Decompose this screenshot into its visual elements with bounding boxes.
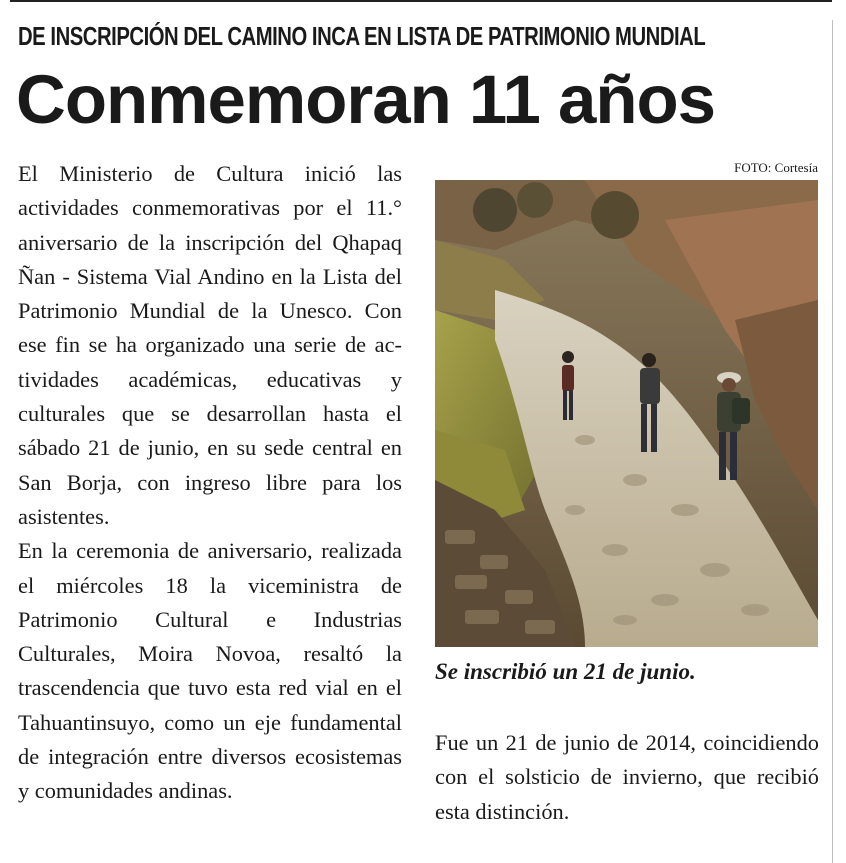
top-rule [10,0,832,2]
photo-caption: Se inscribió un 21 de junio. [435,659,696,684]
body-paragraph-3: Fue un 21 de junio de 2014, coincidiendo con el solsticio de invierno, que recibió esta distinción. [435,730,819,824]
column-divider [832,20,833,863]
inca-trail-hikers-illustration [435,180,818,647]
article-body-right-column [435,726,819,829]
body-paragraph-1: El Ministerio de Cultura inició las actividades conmemorativas por el 11.° aniversario de la inscripción del Qhapaq Ñan - Sistema Vial Andino en la Lista del Patrimonio Mundial de la Unesco. Con ese fin se ha organizado una serie de actividades académicas, educativas y culturales que se desarrollan hasta el sábado 21 de junio, en su sede central en San Borja, con ingreso libre para los asistentes. [18,161,402,529]
body-paragraph-2: En la ceremonia de aniversario, realizada el miércoles 18 la viceministra de Patrimonio Cultural e Industrias Culturales, Moira Novoa, resaltó la trascendencia que tuvo esta red vial en el Tahuantinsuyo, como un eje fundamental de integración entre diversos ecosistemas y comunidades andinas. [18,538,402,804]
article-kicker: DE INSCRIPCIÓN DEL CAMINO INCA EN LISTA DE PATRIMONIO MUNDIAL [18,21,706,51]
photo-credit: FOTO: Cortesía [734,160,818,175]
article-photo [435,180,818,647]
article-body-left-column [18,157,402,809]
article-headline: Conmemoran 11 años [16,61,716,138]
